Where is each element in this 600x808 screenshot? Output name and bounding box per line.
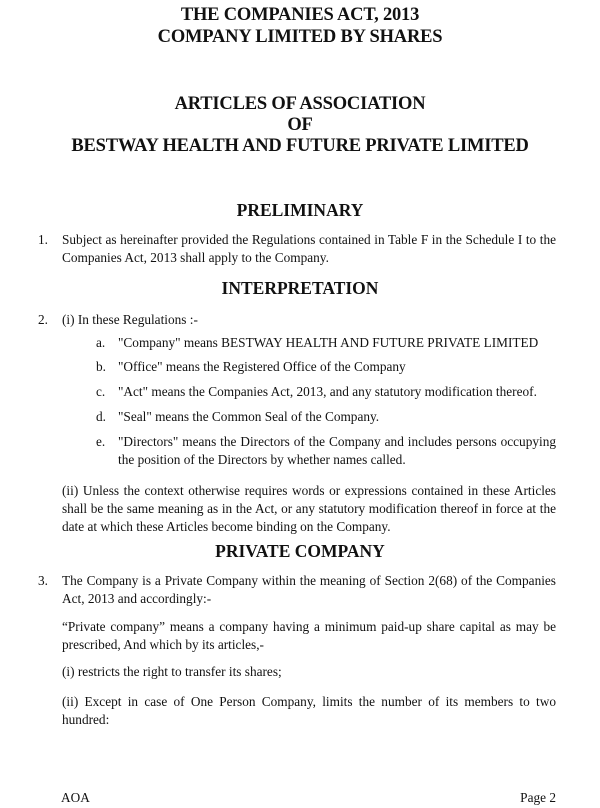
item-number-1: 1. <box>38 232 48 247</box>
definition-letter: b. <box>96 359 106 374</box>
document-title-of: OF <box>287 115 313 135</box>
definition-company: "Company" means BESTWAY HEALTH AND FUTURE PRIVATE LIMITED <box>118 335 539 350</box>
item-number-3: 3. <box>38 573 48 588</box>
item-3-text: The Company is a Private Company within the meaning of Section 2(68) of the Companies Act, 2013 and accordingly:- <box>62 573 556 606</box>
definition-letter: c. <box>96 384 106 399</box>
act-title: THE COMPANIES ACT, 2013 <box>180 5 420 25</box>
definition-seal: "Seal" means the Common Seal of the Company. <box>118 409 380 424</box>
definition-act: "Act" means the Companies Act, 2013, and any statutory modification thereof. <box>118 384 537 399</box>
item-1-text: Subject as hereinafter provided the Regulations contained in Table F in the Schedule I to the Companies Act, 2013 shall apply to the Company. <box>62 232 556 265</box>
footer-page-number: Page 2 <box>520 790 556 805</box>
item-number-2: 2. <box>38 312 48 327</box>
definition-letter: a. <box>96 335 106 350</box>
private-company-definition: “Private company” means a company having a minimum paid-up share capital as may be prescribed, And which by its articles,- <box>62 619 556 652</box>
section-heading-interpretation: INTERPRETATION <box>221 278 379 298</box>
section-heading-preliminary: PRELIMINARY <box>236 200 364 220</box>
private-company-clause-i: (i) restricts the right to transfer its shares; <box>62 664 282 679</box>
footer-doc-label: AOA <box>61 790 90 805</box>
definition-letter: e. <box>96 434 106 449</box>
definition-letter: d. <box>96 409 106 424</box>
interpretation-clause-ii: (ii) Unless the context otherwise requires words or expressions contained in these Articles shall be the same meaning as in the Act, or any statutory modification thereof in force at the date at which these Articles become binding on the Company. <box>62 483 556 534</box>
item-2-intro: (i) In these Regulations :- <box>62 312 198 327</box>
definition-directors: "Directors" means the Directors of the Company and includes persons occupying the position of the Directors by whether names called. <box>118 434 556 467</box>
private-company-clause-ii: (ii) Except in case of One Person Company, limits the number of its members to two hundred: <box>62 694 556 727</box>
definition-office: "Office" means the Registered Office of the Company <box>118 359 406 374</box>
company-name-title: BESTWAY HEALTH AND FUTURE PRIVATE LIMITED <box>71 136 529 156</box>
company-type-title: COMPANY LIMITED BY SHARES <box>157 27 443 47</box>
document-title: ARTICLES OF ASSOCIATION <box>174 94 426 114</box>
section-heading-private-company: PRIVATE COMPANY <box>215 541 385 561</box>
